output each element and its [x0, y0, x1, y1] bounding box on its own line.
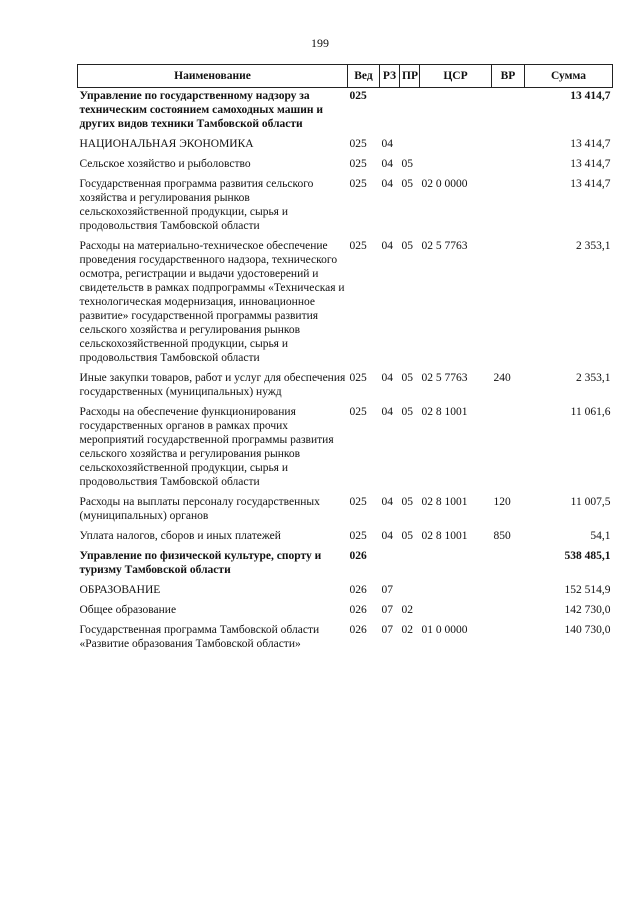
cell-sum: 538 485,1	[564, 550, 611, 562]
table-row	[78, 622, 613, 656]
header-csr: ЦСР	[420, 65, 492, 88]
cell-pr: 02	[401, 604, 413, 616]
budget-table	[77, 64, 613, 656]
cell-sum: 13 414,7	[570, 90, 611, 102]
table-header-row	[78, 65, 613, 88]
cell-ved: 025	[349, 406, 367, 418]
table-row	[78, 156, 613, 176]
cell-vr	[492, 622, 525, 656]
cell-pr: 05	[401, 530, 413, 542]
cell-sum: 2 353,1	[576, 372, 611, 384]
cell-csr: 02 5 7763	[421, 240, 468, 252]
cell-csr	[420, 602, 492, 622]
cell-vr: 120	[493, 496, 511, 508]
cell-csr	[420, 136, 492, 156]
cell-vr	[492, 176, 525, 238]
cell-rz	[380, 548, 400, 582]
cell-ved: 025	[349, 158, 367, 170]
cell-ved: 025	[349, 178, 367, 190]
table-row	[78, 494, 613, 528]
cell-vr	[492, 582, 525, 602]
cell-pr: 05	[401, 158, 413, 170]
cell-vr	[492, 238, 525, 370]
cell-pr: 05	[401, 372, 413, 384]
cell-pr	[400, 136, 420, 156]
cell-csr: 02 8 1001	[421, 496, 468, 508]
table-row	[78, 238, 613, 370]
table-row	[78, 404, 613, 494]
cell-vr	[492, 404, 525, 494]
cell-name: Государственная программа Тамбовской области «Развитие образования Тамбовской области»	[79, 624, 320, 650]
cell-rz: 04	[381, 372, 393, 384]
table-body	[78, 88, 613, 657]
cell-csr: 01 0 0000	[421, 624, 468, 636]
cell-sum: 13 414,7	[570, 158, 611, 170]
cell-csr	[420, 88, 492, 137]
cell-sum: 54,1	[590, 530, 611, 542]
cell-pr: 05	[401, 240, 413, 252]
cell-ved: 025	[349, 138, 367, 150]
cell-sum: 11 007,5	[570, 496, 611, 508]
cell-rz: 07	[381, 624, 393, 636]
table-row	[78, 136, 613, 156]
cell-vr	[492, 156, 525, 176]
cell-pr: 05	[401, 496, 413, 508]
cell-name: Иные закупки товаров, работ и услуг для обеспечения государственных (муниципальных) нужд	[79, 372, 346, 398]
cell-pr	[400, 88, 420, 137]
table-row	[78, 548, 613, 582]
cell-vr	[492, 88, 525, 137]
cell-name: Уплата налогов, сборов и иных платежей	[79, 530, 281, 542]
cell-pr: 02	[401, 624, 413, 636]
cell-sum: 140 730,0	[564, 624, 611, 636]
cell-ved: 025	[349, 372, 367, 384]
header-ved: Вед	[348, 65, 380, 88]
cell-rz: 04	[381, 240, 393, 252]
cell-ved: 026	[349, 604, 367, 616]
cell-rz: 07	[381, 584, 393, 596]
cell-rz: 04	[381, 530, 393, 542]
cell-pr	[400, 548, 420, 582]
cell-csr	[420, 582, 492, 602]
cell-name: Управление по государственному надзору за техническим состоянием самоходных машин и других видов техники Тамбовской области	[79, 90, 323, 130]
cell-rz: 04	[381, 138, 393, 150]
cell-sum: 13 414,7	[570, 178, 611, 190]
table-row	[78, 602, 613, 622]
header-pr: ПР	[400, 65, 420, 88]
cell-rz: 04	[381, 158, 393, 170]
table-row	[78, 582, 613, 602]
cell-pr	[400, 582, 420, 602]
cell-vr	[492, 136, 525, 156]
cell-rz: 07	[381, 604, 393, 616]
cell-ved: 026	[349, 584, 367, 596]
cell-name: Расходы на обеспечение функционирования государственных органов в рамках прочих мероприятий государственной программы развития сельского хозяйства и регулирования рынков сельскохозяйственной продукции, сырья и продовольствия Тамбовской области	[79, 406, 334, 488]
cell-ved: 026	[349, 624, 367, 636]
table-row	[78, 88, 613, 137]
cell-ved: 025	[349, 240, 367, 252]
cell-name: Государственная программа развития сельского хозяйства и регулирования рынков сельскохозяйственной продукции, сырья и продовольствия Тамбовской области	[79, 178, 314, 232]
cell-pr: 05	[401, 178, 413, 190]
cell-sum: 11 061,6	[570, 406, 611, 418]
cell-sum: 2 353,1	[576, 240, 611, 252]
cell-ved: 026	[349, 550, 367, 562]
cell-ved: 025	[349, 90, 367, 102]
table-row	[78, 176, 613, 238]
cell-rz: 04	[381, 496, 393, 508]
cell-sum: 152 514,9	[564, 584, 611, 596]
cell-sum: 13 414,7	[570, 138, 611, 150]
cell-csr: 02 8 1001	[421, 406, 468, 418]
cell-name: Расходы на материально-техническое обеспечение проведения государственного надзора, технического осмотра, регистрации и выдачи удостоверений и свидетельств в рамках подпрограммы «Техническая и технологическая модернизация, инновационное развитие» государственной программы развития сельского хозяйства и регулирования рынков сельскохозяйственной продукции, сырья и продовольствия Тамбовской области	[79, 240, 345, 364]
header-rz: РЗ	[380, 65, 400, 88]
cell-csr: 02 5 7763	[421, 372, 468, 384]
cell-pr: 05	[401, 406, 413, 418]
cell-vr: 240	[493, 372, 511, 384]
cell-vr: 850	[493, 530, 511, 542]
cell-name: Сельское хозяйство и рыболовство	[79, 158, 251, 170]
table-row	[78, 370, 613, 404]
table-row	[78, 528, 613, 548]
cell-name: Расходы на выплаты персоналу государственных (муниципальных) органов	[79, 496, 320, 522]
cell-csr: 02 8 1001	[421, 530, 468, 542]
cell-name: НАЦИОНАЛЬНАЯ ЭКОНОМИКА	[79, 138, 254, 150]
header-vr: ВР	[492, 65, 525, 88]
cell-vr	[492, 602, 525, 622]
header-sum: Сумма	[525, 65, 613, 88]
cell-name: ОБРАЗОВАНИЕ	[79, 584, 161, 596]
cell-rz: 04	[381, 406, 393, 418]
cell-csr: 02 0 0000	[421, 178, 468, 190]
cell-rz: 04	[381, 178, 393, 190]
cell-sum: 142 730,0	[564, 604, 611, 616]
page-number: 199	[311, 36, 329, 50]
cell-vr	[492, 548, 525, 582]
header-name: Наименование	[78, 65, 348, 88]
cell-name: Управление по физической культуре, спорту и туризму Тамбовской области	[79, 550, 322, 576]
cell-csr	[420, 156, 492, 176]
cell-ved: 025	[349, 496, 367, 508]
cell-csr	[420, 548, 492, 582]
cell-ved: 025	[349, 530, 367, 542]
cell-rz	[380, 88, 400, 137]
cell-name: Общее образование	[79, 604, 177, 616]
